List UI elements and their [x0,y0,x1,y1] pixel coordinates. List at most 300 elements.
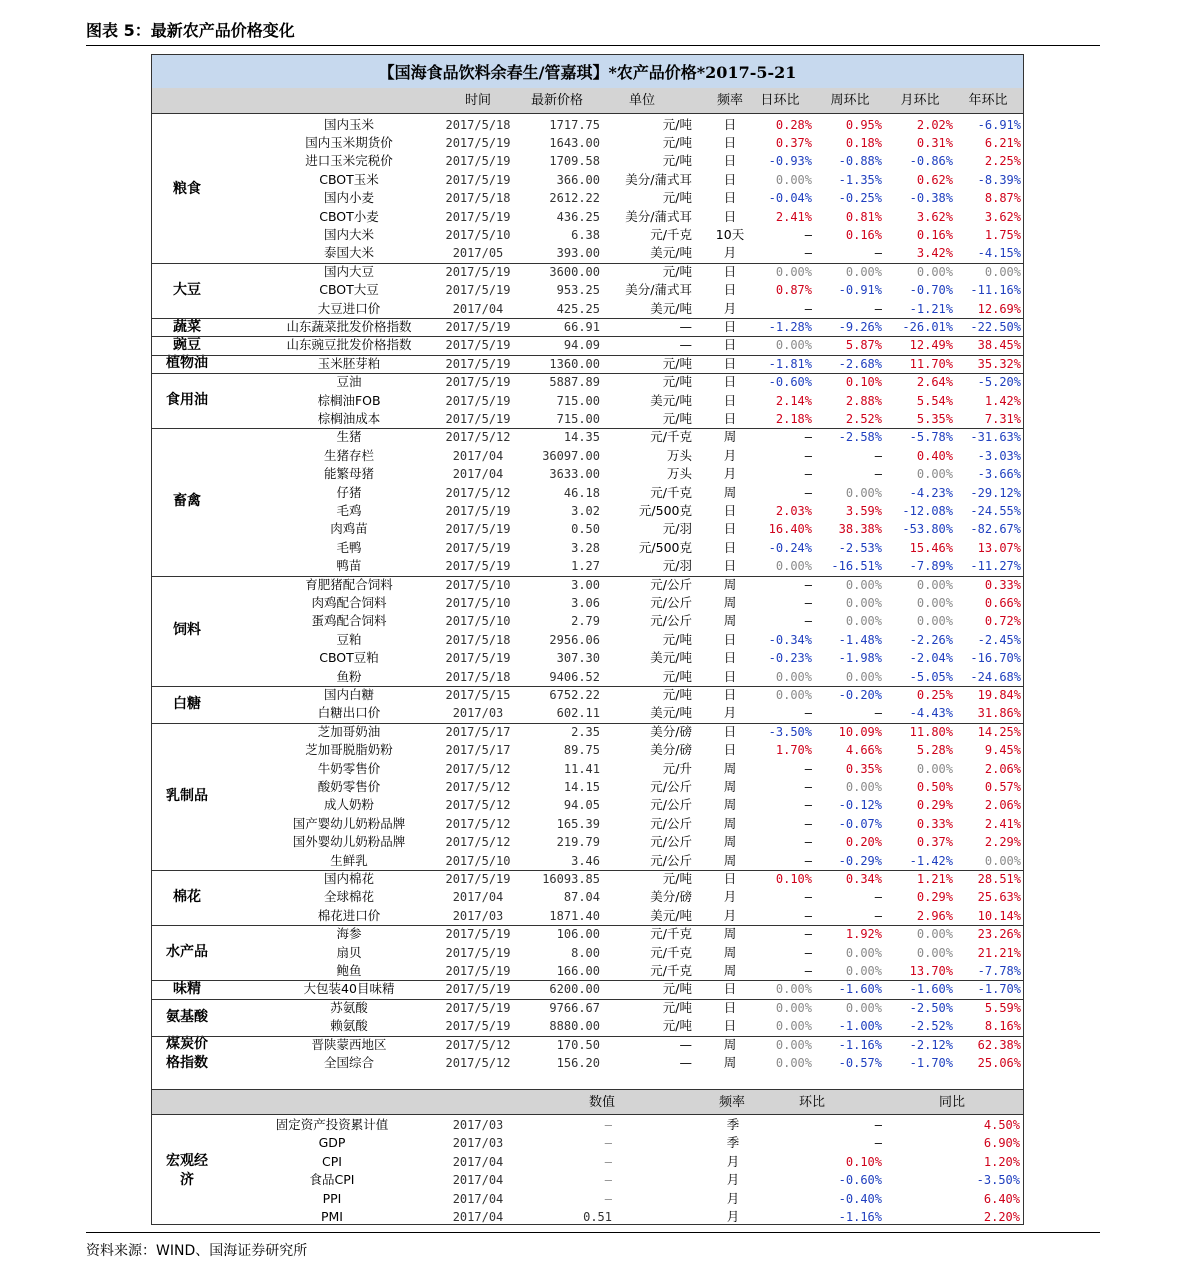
table-row [152,1171,1023,1189]
table-row [152,539,1023,557]
week-change: 2.88% [845,393,882,408]
month-change: -2.50% [909,1000,953,1015]
category-separator [152,723,1023,724]
category-label: 乳制品 [166,787,208,804]
macro-mom: — [874,1118,882,1132]
item-date: 2017/5/19 [445,411,511,426]
week-change: -2.68% [838,356,882,371]
table-row [152,796,1023,814]
week-change: -0.20% [838,687,882,702]
week-change: -0.07% [838,816,882,831]
table-row [152,778,1023,796]
day-change: 0.00% [775,687,812,702]
item-date: 2017/5/18 [445,669,511,684]
item-name: 泰国大米 [323,245,374,261]
macro-frequency: 月 [726,1153,740,1169]
month-change: -5.78% [909,430,953,445]
item-date: 2017/5/12 [445,835,511,850]
year-change: 6.21% [984,135,1021,150]
day-change: 0.00% [775,669,812,684]
macro-frequency: 月 [726,1209,740,1224]
item-frequency: 日 [723,318,737,334]
item-name: CBOT小麦 [319,208,379,224]
item-unit: 元/公斤 [650,613,692,629]
item-frequency: 周 [723,797,737,813]
item-date: 2017/5/19 [445,651,511,666]
item-unit: 美分/蒲式耳 [625,282,692,298]
day-change: -1.28% [768,319,812,334]
item-unit: 元/吨 [662,134,692,150]
year-change: 1.42% [984,393,1021,408]
week-change: 0.34% [845,871,882,886]
table-row [152,336,1023,354]
item-date: 2017/04 [452,301,504,316]
year-change: -22.50% [970,319,1021,334]
item-name: 国内棉花 [323,870,374,886]
category-separator [152,336,1023,337]
macro-yoy: 2.20% [983,1210,1020,1224]
day-change: -0.24% [768,540,812,555]
item-price: 1871.40 [549,908,600,923]
item-unit: 元/500克 [638,502,692,518]
year-change: 2.41% [984,816,1021,831]
macro-header-freq: 频率 [718,1095,745,1110]
item-name: 牛奶零售价 [317,760,381,776]
month-change: -4.43% [909,706,953,721]
macro-indicator: PPI [322,1190,342,1206]
table-row [152,281,1023,299]
item-date: 2017/5/19 [445,540,511,555]
day-change: -3.50% [768,724,812,739]
item-date: 2017/5/19 [445,393,511,408]
table-row [152,870,1023,888]
item-unit: 元/公斤 [650,576,692,592]
macro-frequency: 季 [726,1117,740,1132]
table-row [152,152,1023,170]
item-frequency: 周 [723,815,737,831]
item-name: 玉米胚芽粕 [317,355,381,371]
item-name: 国内大豆 [323,263,374,279]
item-frequency: 日 [723,337,737,353]
table-row [152,852,1023,870]
item-date: 2017/5/19 [445,338,511,353]
year-change: 3.62% [984,209,1021,224]
year-change: 28.51% [977,871,1021,886]
table-row [152,1208,1023,1226]
month-change: -2.12% [909,1037,953,1052]
week-change: — [874,706,882,721]
macro-date: 2017/04 [452,1210,504,1224]
item-name: 生猪存栏 [323,447,374,463]
item-date: 2017/5/18 [445,117,511,132]
item-name: 鸭苗 [336,558,362,574]
table-row [152,686,1023,704]
header-week: 周环比 [830,93,870,108]
year-change: 13.07% [977,540,1021,555]
macro-header-value: 数值 [588,1095,615,1110]
item-date: 2017/04 [452,467,504,482]
item-price: 219.79 [556,835,600,850]
item-date: 2017/5/19 [445,1019,511,1034]
macro-mom: -0.40% [838,1191,882,1206]
item-frequency: 日 [723,999,737,1015]
month-change: 0.62% [916,172,953,187]
table-row [152,668,1023,686]
week-change: 10.09% [838,724,882,739]
table-row [152,244,1023,262]
item-date: 2017/5/19 [445,154,511,169]
day-change: — [804,485,812,500]
item-frequency: 周 [723,613,737,629]
day-change: 0.00% [775,559,812,574]
item-unit: 美元/吨 [650,300,692,316]
week-change: 0.20% [845,835,882,850]
year-change: 19.84% [977,687,1021,702]
item-frequency: 日 [723,171,737,187]
month-change: 2.64% [916,375,953,390]
item-name: 大包装40目味精 [303,981,395,997]
week-change: 0.16% [845,227,882,242]
day-change: 2.18% [775,411,812,426]
item-frequency: 周 [723,778,737,794]
macro-value: — [604,1191,612,1206]
item-name: CBOT豆粕 [319,650,379,666]
item-frequency: 日 [723,686,737,702]
day-change: — [804,890,812,905]
macro-date: 2017/04 [452,1173,504,1188]
month-change: -7.89% [909,559,953,574]
year-change: -11.16% [970,283,1021,298]
week-change: 0.00% [845,614,882,629]
day-change: — [804,908,812,923]
item-date: 2017/5/17 [445,724,511,739]
year-change: 9.45% [984,743,1021,758]
item-price: 6.38 [571,227,600,242]
macro-value: — [604,1118,612,1132]
category-label: 味精 [173,981,201,997]
day-change: 0.00% [775,1037,812,1052]
week-change: 0.81% [845,209,882,224]
day-change: — [804,577,812,592]
week-change: -1.98% [838,651,882,666]
item-name: 芝加哥奶油 [317,723,381,739]
item-frequency: 月 [723,245,737,261]
category-separator [152,870,1023,871]
item-unit: — [679,337,692,353]
month-change: 2.02% [916,117,953,132]
item-price: 8880.00 [549,1019,600,1034]
year-change: 0.72% [984,614,1021,629]
year-change: 62.38% [977,1037,1021,1052]
day-change: — [804,798,812,813]
item-unit: 万头 [666,447,692,463]
macro-mom: -0.60% [838,1173,882,1188]
item-unit: 元/千克 [650,429,692,445]
week-change: 0.00% [845,577,882,592]
table-row [152,612,1023,630]
item-frequency: 日 [723,723,737,739]
header-unit: 单位 [628,93,655,108]
item-unit: 元/千克 [650,962,692,978]
macro-value: — [604,1136,612,1151]
item-unit: 元/吨 [662,153,692,169]
item-price: 2612.22 [549,191,600,206]
month-change: 11.70% [909,356,953,371]
day-change: — [804,927,812,942]
table-row [152,410,1023,428]
item-date: 2017/5/12 [445,798,511,813]
item-frequency: 日 [723,539,737,555]
month-change: 0.00% [916,945,953,960]
month-change: 0.31% [916,135,953,150]
item-frequency: 周 [723,962,737,978]
item-price: 66.91 [563,319,600,334]
table-row [152,465,1023,483]
day-change: -0.93% [768,154,812,169]
item-name: 毛鸭 [336,539,362,555]
column-header [152,88,1023,114]
item-unit: 元/公斤 [650,852,692,868]
item-frequency: 日 [723,870,737,886]
month-change: 2.96% [916,908,953,923]
day-change: — [804,246,812,261]
item-date: 2017/5/19 [445,559,511,574]
top-rule [86,45,1100,46]
year-change: 14.25% [977,724,1021,739]
item-frequency: 日 [723,134,737,150]
month-change: -0.70% [909,283,953,298]
month-change: 15.46% [909,540,953,555]
table-row [152,189,1023,207]
week-change: -9.26% [838,319,882,334]
month-change: 0.50% [916,779,953,794]
item-frequency: 日 [723,742,737,758]
category-separator [152,373,1023,374]
month-change: 3.42% [916,246,953,261]
item-frequency: 日 [723,631,737,647]
day-change: — [804,816,812,831]
item-unit: 元/吨 [662,410,692,426]
month-change: 0.00% [916,761,953,776]
item-unit: 美元/吨 [650,650,692,666]
year-change: 35.32% [977,356,1021,371]
item-unit: 万头 [666,466,692,482]
table-row [152,226,1023,244]
macro-mom: -1.16% [838,1210,882,1224]
item-frequency: 周 [723,852,737,868]
item-frequency: 日 [723,502,737,518]
item-name: 国产婴幼儿奶粉品牌 [292,815,406,831]
year-change: 2.06% [984,798,1021,813]
item-name: 毛鸡 [336,502,362,518]
macro-indicator: 固定资产投资累计值 [275,1117,389,1132]
item-date: 2017/5/18 [445,191,511,206]
header-date: 时间 [464,93,491,108]
month-change: -1.42% [909,853,953,868]
month-change: -53.80% [902,522,953,537]
item-price: 3.06 [571,595,600,610]
year-change: 0.00% [984,264,1021,279]
month-change: 0.00% [916,595,953,610]
item-unit: 元/公斤 [650,797,692,813]
year-change: -3.66% [977,467,1021,482]
item-date: 2017/5/15 [445,687,511,702]
month-change: 3.62% [916,209,953,224]
week-change: -0.57% [838,1055,882,1070]
item-unit: — [679,1036,692,1052]
item-price: 0.50 [571,522,600,537]
item-frequency: 周 [723,576,737,592]
table-row [152,1153,1023,1171]
item-price: 425.25 [556,301,600,316]
day-change: 1.70% [775,743,812,758]
year-change: 0.33% [984,577,1021,592]
macro-header-mom: 环比 [798,1095,825,1110]
item-date: 2017/5/10 [445,227,511,242]
month-change: -0.86% [909,154,953,169]
year-change: -3.03% [977,448,1021,463]
item-name: 鱼粉 [336,668,362,684]
table-banner: 【国海食品饮料余春生/管嘉琪】*农产品价格*2017-5-21 [152,55,1023,88]
item-price: 1360.00 [549,356,600,371]
month-change: 0.37% [916,835,953,850]
item-frequency: 日 [723,263,737,279]
item-frequency: 日 [723,153,737,169]
table-row [152,649,1023,667]
item-unit: 元/羽 [662,521,692,537]
table-row [152,318,1023,336]
item-price: 393.00 [556,246,600,261]
macro-yoy: 6.40% [983,1191,1020,1206]
year-change: 8.16% [984,1019,1021,1034]
item-name: 芝加哥脱脂奶粉 [305,742,393,758]
week-change: 5.87% [845,338,882,353]
item-unit: 美分/磅 [650,742,692,758]
table-row [152,557,1023,575]
table-row [152,980,1023,998]
item-price: 953.25 [556,283,600,298]
item-unit: 元/吨 [662,263,692,279]
item-price: 9406.52 [549,669,600,684]
category-label: 畜禽 [173,493,201,510]
year-change: 23.26% [977,927,1021,942]
item-name: 成人奶粉 [323,797,374,813]
category-separator [152,428,1023,429]
day-change: -0.23% [768,651,812,666]
week-change: -0.91% [838,283,882,298]
item-price: 5887.89 [549,375,600,390]
item-name: 全国综合 [323,1054,374,1070]
week-change: — [874,908,882,923]
item-frequency: 日 [723,650,737,666]
item-unit: 元/羽 [662,558,692,574]
table-row [152,1190,1023,1208]
week-change: 0.00% [845,669,882,684]
item-name: 能繁母猪 [323,466,374,482]
item-date: 2017/5/19 [445,522,511,537]
item-name: 生鲜乳 [330,852,368,868]
week-change: -1.60% [838,982,882,997]
item-frequency: 月 [723,889,737,905]
table-row [152,760,1023,778]
table-row [152,999,1023,1017]
macro-indicator: GDP [318,1135,346,1151]
month-change: 12.49% [909,338,953,353]
month-change: 0.00% [916,264,953,279]
table-row [152,925,1023,943]
item-name: 大豆进口价 [317,300,381,316]
month-change: -1.60% [909,982,953,997]
category-separator [152,1036,1023,1037]
macro-yoy: -3.50% [976,1173,1020,1188]
table-row [152,741,1023,759]
item-price: 36097.00 [542,448,600,463]
week-change: 0.00% [845,945,882,960]
week-change: — [874,246,882,261]
item-name: 晋陕蒙西地区 [311,1036,387,1052]
category-label: 煤炭价 格指数 [166,1035,208,1071]
item-date: 2017/5/19 [445,963,511,978]
item-name: 白糖出口价 [317,705,381,721]
item-date: 2017/03 [452,706,504,721]
item-date: 2017/5/10 [445,853,511,868]
header-price: 最新价格 [530,93,583,108]
table-row [152,392,1023,410]
week-change: — [874,467,882,482]
item-date: 2017/5/17 [445,743,511,758]
item-price: 11.41 [563,761,600,776]
category-label: 蔬菜 [173,318,201,335]
item-date: 2017/04 [452,448,504,463]
item-frequency: 日 [723,282,737,298]
item-price: 3.46 [571,853,600,868]
year-change: -5.20% [977,375,1021,390]
week-change: 0.35% [845,761,882,776]
month-change: -2.04% [909,651,953,666]
day-change: -0.04% [768,191,812,206]
item-unit: 元/公斤 [650,815,692,831]
item-frequency: 月 [723,907,737,923]
table-row [152,907,1023,925]
item-name: 肉鸡配合饲料 [311,594,387,610]
week-change: 0.00% [845,963,882,978]
item-date: 2017/5/12 [445,485,511,500]
item-price: 6752.22 [549,687,600,702]
month-change: -4.23% [909,485,953,500]
month-change: 0.00% [916,467,953,482]
day-change: 0.87% [775,283,812,298]
item-price: 14.35 [563,430,600,445]
header-year: 年环比 [968,93,1008,108]
category-separator [152,263,1023,264]
year-change: 0.00% [984,853,1021,868]
table-row [152,833,1023,851]
item-name: 棕榈油FOB [317,392,381,408]
item-unit: 美元/吨 [650,907,692,923]
day-change: 0.00% [775,1000,812,1015]
week-change: 0.00% [845,779,882,794]
item-price: 436.25 [556,209,600,224]
year-change: -11.27% [970,559,1021,574]
item-frequency: 周 [723,484,737,500]
week-change: 0.00% [845,1000,882,1015]
year-change: 10.14% [977,908,1021,923]
week-change: — [874,890,882,905]
year-change: 25.06% [977,1055,1021,1070]
category-separator [152,355,1023,356]
year-change: -8.39% [977,172,1021,187]
item-date: 2017/5/19 [445,172,511,187]
